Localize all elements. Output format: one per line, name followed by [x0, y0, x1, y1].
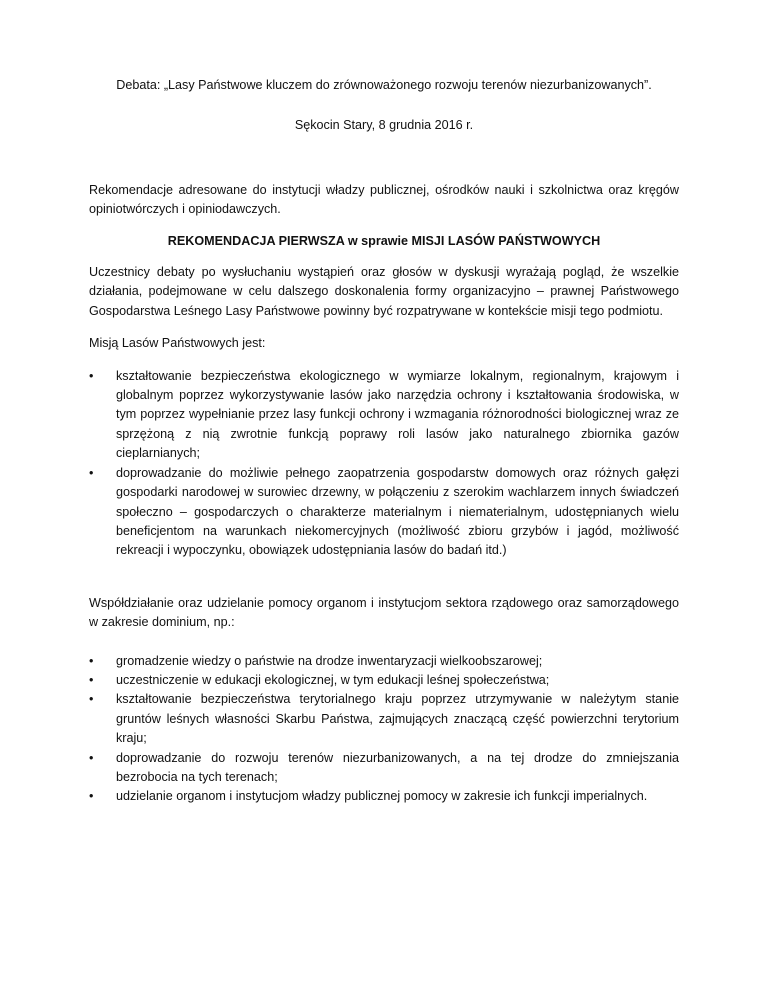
list-item	[89, 367, 679, 464]
list-item	[89, 652, 679, 671]
mission-label: Misją Lasów Państwowych jest:	[89, 336, 266, 351]
section-heading: REKOMENDACJA PIERWSZA w sprawie MISJI LASÓW PAŃSTWOWYCH	[167, 233, 601, 248]
bullet-icon: •	[89, 368, 94, 383]
bullet-icon: •	[89, 789, 94, 804]
bullet-icon: •	[89, 672, 94, 687]
list-item	[89, 787, 679, 806]
list-item	[89, 749, 679, 788]
bullet-icon: •	[89, 750, 94, 765]
list-item-text: doprowadzanie do możliwie pełnego zaopatrzenia gospodarstw domowych oraz różnych gałęzi gospodarki narodowej w surowiec drzewny, w połączeniu z szerokim wachlarzem innych świadczeń społeczno – gospodarczych o charakterze materialnym i niematerialnym, udostępnianych wielu beneficjentom na warunkach niekomercyjnych (możliwość zbioru grzybów i jagód, możliwość rekreacji i wypoczynku, obowiązek udostępniania lasów do badań itd.)	[116, 465, 679, 558]
cooperation-paragraph: Współdziałanie oraz udzielanie pomocy organom i instytucjom sektora rządowego oraz samorządowego w zakresie dominium, np.:	[89, 595, 679, 630]
bullet-icon: •	[89, 653, 94, 668]
list-item-text: kształtowanie bezpieczeństwa terytorialnego kraju poprzez utrzymywanie w należytym stanie gruntów leśnych własności Skarbu Państwa, zajmujących znaczącą część powierzchni terytorium kraju;	[116, 692, 679, 746]
list-item-text: gromadzenie wiedzy o państwie na drodze inwentaryzacji wielkoobszarowej;	[116, 653, 543, 668]
mission-list	[89, 367, 679, 561]
list-item	[89, 690, 679, 748]
debate-title: Debata: „Lasy Państwowe kluczem do zrównoważonego rozwoju terenów niezurbanizowanych”.	[116, 78, 652, 92]
list-item-text: doprowadzanie do rozwoju terenów niezurbanizowanych, a na tej drodze do zmniejszania bezrobocia na tych terenach;	[116, 750, 679, 784]
bullet-icon: •	[89, 465, 94, 480]
list-item	[89, 464, 679, 561]
place-date: Sękocin Stary, 8 grudnia 2016 r.	[294, 118, 474, 133]
list-item-text: udzielanie organom i instytucjom władzy publicznej pomocy w zakresie ich funkcji imperialnych.	[116, 789, 648, 804]
list-item-text: kształtowanie bezpieczeństwa ekologicznego w wymiarze lokalnym, regionalnym, krajowym i globalnym poprzez wykorzystywanie lasów jako narzędzia ochrony i kształtowania środowiska, w tym poprzez wypełnianie przez lasy funkcji ochrony i wzmagania różnorodności biologicznej wraz ze sprzężoną z nią zwrotnie funkcją poprawy roli lasów jako naturalnego zbiornika gazów cieplarnianych;	[116, 368, 679, 461]
intro-paragraph: Rekomendacje adresowane do instytucji władzy publicznej, ośrodków nauki i szkolnictwa oraz kręgów opiniotwórczych i opiniodawczych.	[89, 182, 679, 217]
list-item-text: uczestniczenie w edukacji ekologicznej, w tym edukacji leśnej społeczeństwa;	[116, 672, 550, 687]
paragraph-participants: Uczestnicy debaty po wysłuchaniu wystąpień oraz głosów w dyskusji wyrażają pogląd, że wszelkie działania, podejmowane w celu dalszego doskonalenia formy organizacyjno – prawnej Państwowego Gospodarstwa Leśnego Lasy Państwowe powinny być rozpatrywane w kontekście misji tego podmiotu.	[89, 265, 679, 318]
document-page	[89, 76, 679, 807]
cooperation-list	[89, 652, 679, 807]
list-item	[89, 671, 679, 690]
bullet-icon: •	[89, 692, 94, 707]
